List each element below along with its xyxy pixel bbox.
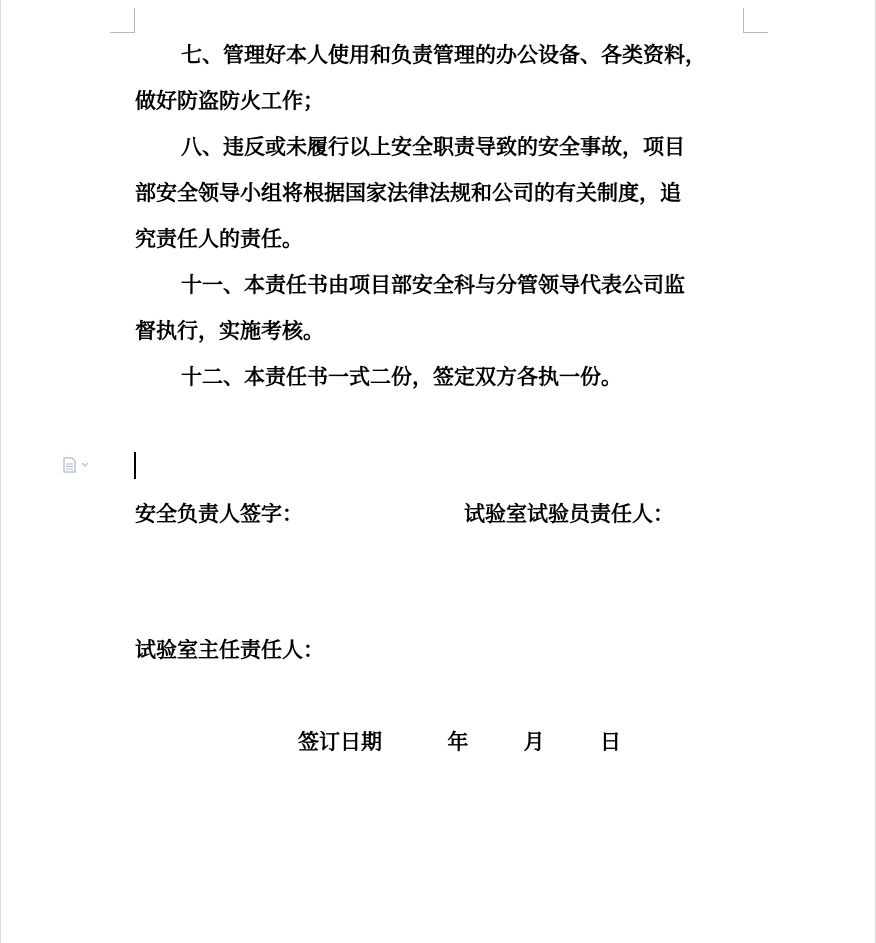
clause-7-line-1: 七、管理好本人使用和负责管理的办公设备、各类资料， <box>181 42 706 67</box>
clause-7-line-2: 做好防盗防火工作； <box>135 88 324 113</box>
paragraph-marker[interactable] <box>62 456 90 474</box>
signing-date <box>298 727 621 757</box>
clause-8-line-2: 部安全领导小组将根据国家法律法规和公司的有关制度，追 <box>135 180 681 205</box>
chevron-down-icon <box>81 462 89 468</box>
date-month: 月 <box>523 729 545 754</box>
signature-safety-person: 安全负责人签字： <box>135 501 303 526</box>
clause-12-line-1: 十二、本责任书一式二份，签定双方各执一份。 <box>181 364 622 389</box>
clause-8-line-1: 八、违反或未履行以上安全职责导致的安全事故，项目 <box>181 134 685 159</box>
signature-lab-director: 试验室主任责任人： <box>135 637 324 662</box>
margin-corner-top-right <box>743 8 768 33</box>
signature-lab-staff: 试验室试验员责任人： <box>464 501 674 526</box>
clause-8-line-3: 究责任人的责任。 <box>135 226 303 251</box>
clause-11-line-2: 督执行，实施考核。 <box>135 318 324 343</box>
clause-11-line-1: 十一、本责任书由项目部安全科与分管领导代表公司监 <box>181 272 685 297</box>
date-day: 日 <box>599 729 621 754</box>
text-cursor <box>134 452 136 479</box>
margin-corner-top-left <box>110 8 135 33</box>
date-year: 年 <box>447 729 469 754</box>
date-label: 签订日期 <box>298 729 382 754</box>
